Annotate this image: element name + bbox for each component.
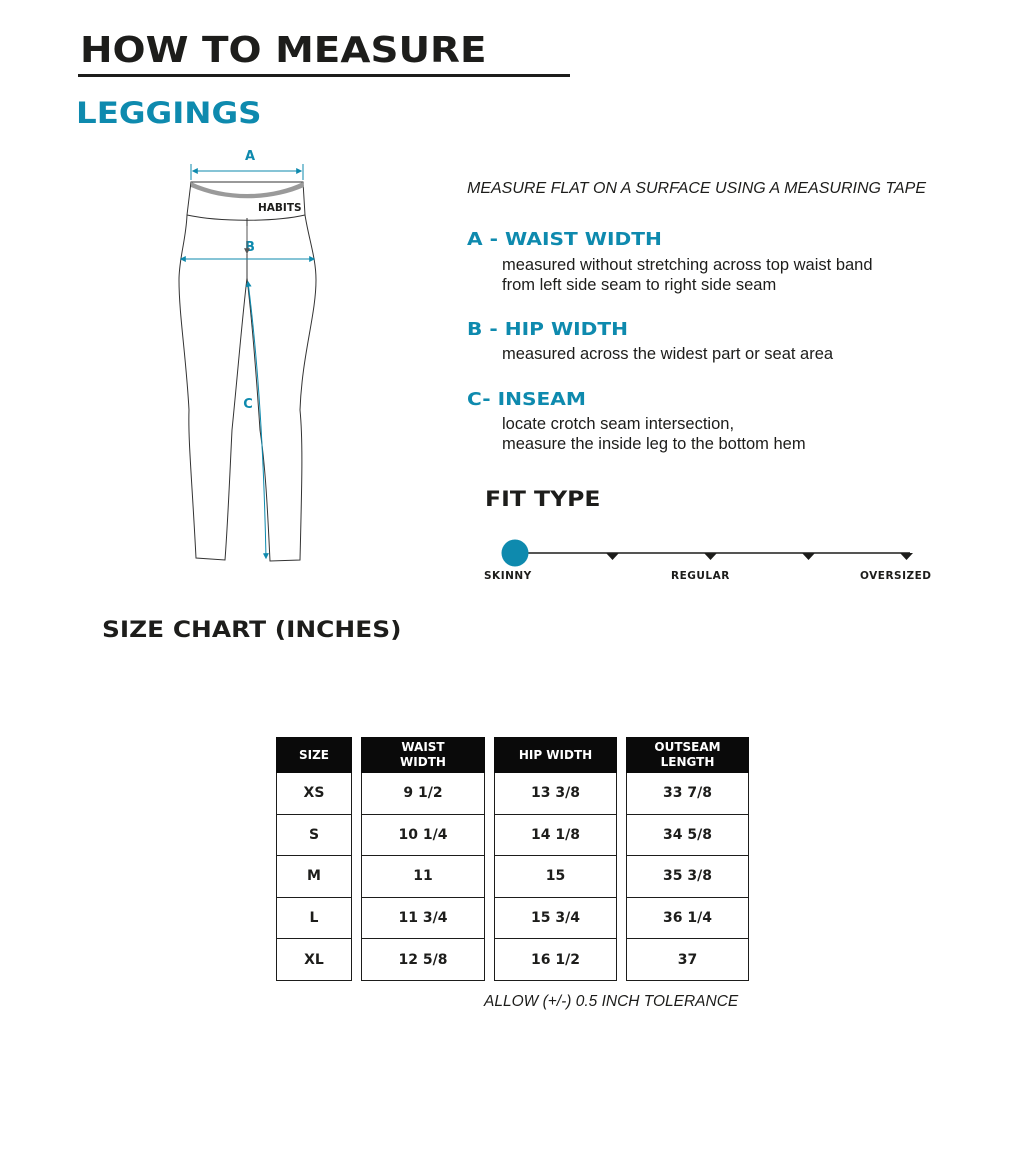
fit-marker-5 <box>900 553 913 560</box>
header-outseam-length: OUTSEAM LENGTH <box>626 737 749 773</box>
size-cell: L <box>276 898 352 940</box>
page-title: HOW TO MEASURE <box>80 30 487 71</box>
hip-width-desc-1: measured across the widest part or seat area <box>502 345 834 363</box>
outseam-cell: 35 3/8 <box>626 856 749 898</box>
waist-cell: 12 5/8 <box>361 939 485 981</box>
waist-width-heading: A - WAIST WIDTH <box>467 229 662 250</box>
inseam-arrow <box>248 282 266 558</box>
outseam-cell: 36 1/4 <box>626 898 749 940</box>
header-size: SIZE <box>276 737 352 773</box>
fit-marker-3 <box>704 553 717 560</box>
measure-intro: MEASURE FLAT ON A SURFACE USING A MEASURING TAPE <box>467 180 927 197</box>
hip-cell: 14 1/8 <box>494 815 617 857</box>
outseam-length-column <box>626 737 749 981</box>
header-waist-width: WAIST WIDTH <box>361 737 485 773</box>
size-cell: M <box>276 856 352 898</box>
leggings-diagram <box>170 140 330 570</box>
size-column <box>276 737 352 981</box>
fit-label-regular: REGULAR <box>671 570 730 582</box>
tolerance-note: ALLOW (+/-) 0.5 INCH TOLERANCE <box>484 993 739 1010</box>
hip-cell: 15 <box>494 856 617 898</box>
waist-cell: 11 <box>361 856 485 898</box>
size-cell: XL <box>276 939 352 981</box>
waist-cell: 10 1/4 <box>361 815 485 857</box>
hip-cell: 16 1/2 <box>494 939 617 981</box>
size-cell: S <box>276 815 352 857</box>
inseam-desc-1: locate crotch seam intersection, <box>502 415 735 433</box>
fit-marker-2 <box>606 553 619 560</box>
hip-cell: 15 3/4 <box>494 898 617 940</box>
inseam-desc-2: measure the inside leg to the bottom hem <box>502 435 806 453</box>
outseam-cell: 33 7/8 <box>626 773 749 815</box>
waist-cell: 11 3/4 <box>361 898 485 940</box>
waist-width-desc-2: from left side seam to right side seam <box>502 276 777 294</box>
size-chart-title: SIZE CHART (INCHES) <box>102 618 402 643</box>
fit-label-oversized: OVERSIZED <box>860 570 932 582</box>
waist-cell: 9 1/2 <box>361 773 485 815</box>
fit-label-skinny: SKINNY <box>484 570 532 582</box>
outseam-cell: 37 <box>626 939 749 981</box>
waist-width-desc-1: measured without stretching across top waist band <box>502 256 873 274</box>
hip-cell: 13 3/8 <box>494 773 617 815</box>
label-b: B <box>245 240 255 255</box>
title-underline <box>78 74 570 77</box>
brand-logo: HABITS <box>258 202 302 214</box>
size-cell: XS <box>276 773 352 815</box>
label-c: C <box>243 397 253 412</box>
waist-width-column <box>361 737 485 981</box>
fit-marker-4 <box>802 553 815 560</box>
fit-type-scale <box>495 536 925 568</box>
hip-width-column <box>494 737 617 981</box>
fit-type-title: FIT TYPE <box>485 487 601 511</box>
hip-width-heading: B - HIP WIDTH <box>467 319 629 340</box>
product-subtitle: LEGGINGS <box>76 96 262 130</box>
fit-selected-indicator <box>502 540 529 567</box>
label-a: A <box>244 149 256 164</box>
waistband-shade <box>191 182 304 198</box>
header-hip-width: HIP WIDTH <box>494 737 617 773</box>
outseam-cell: 34 5/8 <box>626 815 749 857</box>
inseam-heading: C- INSEAM <box>467 389 586 410</box>
